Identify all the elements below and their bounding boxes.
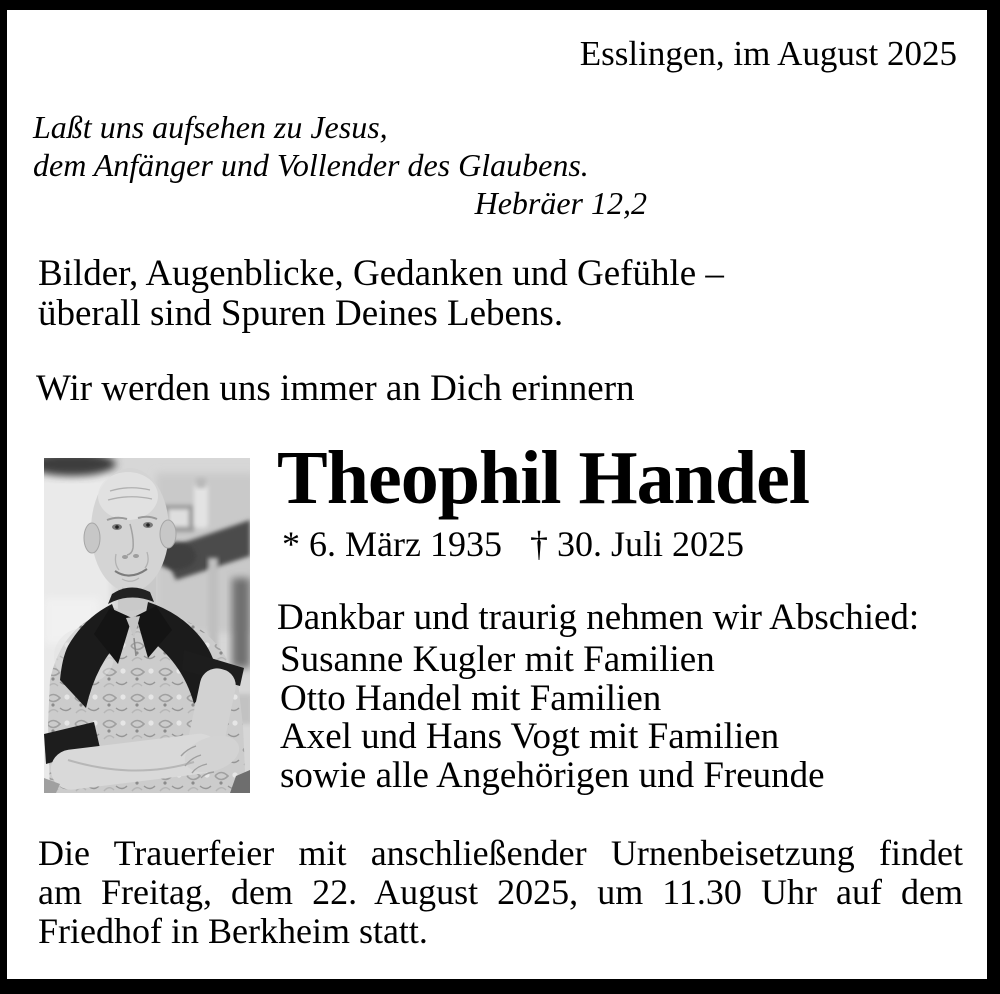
funeral-notice — [38, 834, 963, 951]
dateline: Esslingen, im August 2025 — [579, 34, 957, 73]
funeral-line-2: am Freitag, dem 22. August 2025, um 11.30 Uhr auf dem — [38, 872, 963, 912]
death-date: † 30. Juli 2025 — [529, 524, 744, 564]
mourner-3: Axel und Hans Vogt mit Familien — [280, 716, 780, 757]
scripture-quote-line-1: Laßt uns aufsehen zu Jesus, — [33, 109, 388, 145]
scripture-quote — [33, 108, 647, 222]
deceased-name: Theophil Handel — [277, 436, 809, 520]
portrait-photo — [44, 458, 250, 793]
portrait-photo-illustration — [44, 458, 250, 793]
memorial-line-1: Bilder, Augenblicke, Gedanken und Gefühle – — [38, 253, 724, 294]
scripture-reference: Hebräer 12,2 — [474, 185, 647, 221]
remembrance-line: Wir werden uns immer an Dich erinnern — [36, 368, 635, 409]
funeral-line-3: Friedhof in Berkheim statt. — [38, 911, 428, 951]
life-dates — [282, 524, 744, 564]
memorial-line-2: überall sind Spuren Deines Lebens. — [38, 293, 564, 334]
memorial-text — [38, 254, 724, 334]
scripture-quote-line-2: dem Anfänger und Vollender des Glaubens. — [33, 147, 589, 183]
mourner-1: Susanne Kugler mit Familien — [280, 639, 715, 680]
farewell-line: Dankbar und traurig nehmen wir Abschied: — [277, 597, 920, 638]
mourner-2: Otto Handel mit Familien — [280, 677, 662, 719]
mourners-list — [280, 641, 825, 795]
birth-date: * 6. März 1935 — [282, 524, 502, 564]
funeral-line-1: Die Trauerfeier mit anschließender Urnenbeisetzung findet — [38, 833, 963, 873]
mourner-4: sowie alle Angehörigen und Freunde — [280, 754, 825, 796]
